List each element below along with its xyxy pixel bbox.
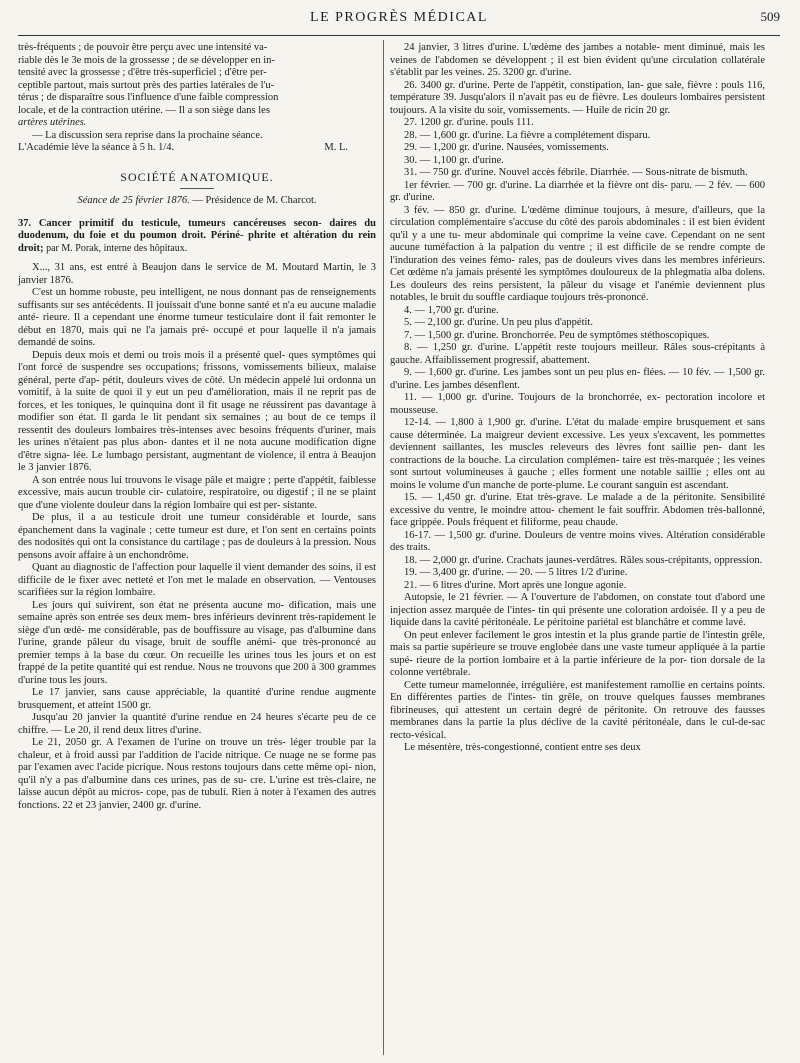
paragraph: 11. — 1,000 gr. d'urine. Toujours de la bronchorrée, ex- pectoration incolore et mousseuse. [390,392,765,416]
paragraph: Autopsie, le 21 février. — A l'ouverture de l'abdomen, on constate tout d'abord une injection assez marquée de l'intes- tin qui présente une coloration ardoisée. Il y a peu de liquide dans la cavité péritonéale. Le péritoine pariétal est blanchâtre et comme lavé. [390,592,765,628]
adjourn-text: L'Académie lève la séance à 5 h. 1/4. [18,142,175,153]
society-title: SOCIÉTÉ ANATOMIQUE. [18,171,376,190]
paragraph: 21. — 6 litres d'urine. Mort après une longue agonie. [404,579,627,591]
case-heading [18,218,376,256]
paragraph: 26. 3400 gr. d'urine. Perte de l'appétit, constipation, lan- gue sale, fièvre : pouls 116, température 39. Jusqu'alors il n'avait pas eu de fièvre. Les douleurs lombaires persistent toujours. A la visite du soir, vomissements. — Huile de ricin 20 gr. [390,79,765,116]
text-line: artères utérines. [18,117,87,128]
text-line: tensité avec la grossesse ; d'être très-superficiel ; d'être per- [18,67,267,78]
paragraph: 28. — 1,600 gr. d'urine. La fièvre a complétement disparu. [404,129,651,141]
paragraph: 8. — 1,250 gr. d'urine. L'appétit reste toujours meilleur. Râles sous-crépitants à gauche. Affaiblissement progressif, abattement. [390,342,765,366]
seance-line [18,195,376,208]
paragraph: 15. — 1,450 gr. d'urine. Etat très-grave. Le malade a de la péritonite. Sensibilité excessive du ventre, le moindre attou- chement le fait souffrir. Abdomen très-ballonné, face grippée. Pouls fréquent et filiforme, peau chaude. [390,492,765,528]
paragraph: X..., 31 ans, est entré à Beaujon dans le service de M. Moutard Martin, le 3 janvier 1876. [18,262,376,286]
seance-presidency: — Présidence de M. Charcot. [192,195,317,206]
paragraph: Depuis deux mois et demi ou trois mois il a présenté quel- ques symptômes qui l'ont forcé de suspendre ses occupations; frissons, vomissements bilieux, malaise général, perte d'ap- pétit, douleurs vives de côté. Un médecin appelé lui ordonna un vomitif, à la suite de quoi il y eut un peu d'amélioration, mais il ne reprit pas de forces, et les toniques, le quinquina dont il fit usage ne réussirent pas davantage à modifier son état. Il garda le lit pendant six semaines ; au bout de ce temps il ressentit des douleurs lombaires très-intenses avec besoins fréquents d'uriner, mais les urines n'étaient pas plus abon- dantes et il ne nota aucune modification digne d'être signa- lée. Le lumbago persistant, augmentant de violence, il entra à Beaujon le 3 janvier 1876. [18,349,376,473]
paragraph: 24 janvier, 3 litres d'urine. L'œdème des jambes a notable- ment diminué, mais les veines de l'abdomen se développent ; il est bien évident qu'une circulation collatérale s'établit par les veines. 25. 3200 gr. d'urine. [390,42,765,78]
page-number: 509 [760,9,780,24]
paragraph: 27. 1200 gr. d'urine. pouls 111. [404,117,534,128]
paragraph: 5. — 2,100 gr. d'urine. Un peu plus d'appétit. [404,317,593,328]
adjourn-signature: M. L. [324,142,348,153]
right-column [390,42,765,755]
paragraph: 16-17. — 1,500 gr. d'urine. Douleurs de ventre moins vives. Altération considérable des traits. [390,529,765,553]
paragraph: Jusqu'au 20 janvier la quantité d'urine rendue en 24 heures s'écarte peu de ce chiffre. — Le 20, il rend deux litres d'urine. [18,712,376,736]
journal-title: LE PROGRÈS MÉDICAL [310,10,488,25]
case-author: par M. Porak, interne des hôpitaux. [46,242,188,254]
text-line: térus ; de disparaître sous l'influence d'une faible compression [18,92,279,103]
paragraph: 9. — 1,600 gr. d'urine. Les jambes sont un peu plus en- flées. — 10 fév. — 1,500 gr. d'urine. Les jambes désenflent. [390,367,765,391]
paragraph: Le mésentère, très-congestionné, contient entre ses deux [404,742,641,753]
continuation-text [18,42,376,130]
text-line: riable dès le 3e mois de la grossesse ; de se développer en in- [18,54,275,66]
paragraph: 19. — 3,400 gr. d'urine. — 20. — 5 litres 1/2 d'urine. [404,567,628,578]
paragraph: Cette tumeur mamelonnée, irrégulière, est manifestement ramollie en certains points. En différentes parties de l'intes- tin grêle, on trouve quelques fausses membranes fibrineuses, qui attestent un certain degré de péritonite. On retrouve des fausses membranes dans la partie la plus déclive de la cavité péritonéale, dans le cul-de-sac recto-vésical. [390,679,765,741]
paragraph: C'est un homme robuste, peu intelligent, ne nous donnant pas de renseignements suffisants sur ses antécédents. Il jouissait d'une bonne santé et n'a eu aucune maladie anté- rieure. Il a cependant une énorme tumeur testiculaire dont il fait remonter le début en 1870, mais qui ne l'a jamais pré- occupé et pour laquelle il n'a jamais demandé de soins. [18,287,376,348]
seance-date: Séance de 25 février 1876. [77,195,190,206]
paragraph: 31. — 750 gr. d'urine. Nouvel accès fébrile. Diarrhée. — Sous-nitrate de bismuth. [404,167,748,178]
paragraph: 29. — 1,200 gr. d'urine. Nausées, vomissements. [404,142,609,153]
paragraph: 30. — 1,100 gr. d'urine. [404,154,504,166]
text-line: ceptible partout, mais surtout près des parties latérales de l'u- [18,79,275,91]
paragraph: 7. — 1,500 gr. d'urine. Bronchorrée. Peu de symptômes stéthoscopiques. [404,329,710,341]
page-header [18,9,780,36]
paragraph: On peut enlever facilement le gros intestin et la plus grande partie de l'intestin grêle, mais sa partie supérieure se trouve englobée dans une vaste tumeur appliquée à la partie supé- rieure de la portion lombaire et à la partie inférieure de la por- tion dorsale de la colonne vertébrale. [390,629,765,678]
paragraph: 18. — 2,000 gr. d'urine. Crachats jaunes-verdâtres. Râles sous-crépitants, oppression. [404,554,763,566]
column-divider [383,40,384,1055]
left-column [18,42,376,812]
paragraph: 3 fév. — 850 gr. d'urine. L'œdème diminue toujours, à mesure, d'ailleurs, que la circulation complémentaire s'accuse du côté des parois abdominales : il est bien évident qu'il y a une tu- meur abdominale qui comprime la veine cave. Cependant on ne sent aucune tuméfaction à la palpation du ventre ; il est difficile de se rendre compte de l'induration des veines fémo- rales, pas de douleurs vives dans les membres inférieurs. Cet œdème n'a jamais présenté les symptômes douloureux de la phlegmatia alba dolens. Les douleurs des reins persistent, la pâleur du visage et l'anémie deviennent plus notables, le bruit du souffle cardiaque toujours très-prononcé. [390,204,765,303]
text-line: très-fréquents ; de pouvoir être perçu avec une intensité va- [18,42,268,53]
closing-line: — La discussion sera reprise dans la prochaine séance. [32,129,263,141]
case-title: 37. Cancer primitif du testicule, tumeurs cancéreuses secon- daires du duodenum, du foie et du poumon droit. Périné- phrite et altération du rein droit; [18,217,376,254]
adjourn-line [18,142,376,155]
paragraph: Le 17 janvier, sans cause appréciable, la quantité d'urine rendue augmente brusquement, et atteint 1500 gr. [18,687,376,711]
paragraph: Les jours qui suivirent, son état ne présenta aucune mo- dification, mais une semaine après son entrée ses deux mem- bres inférieurs devinrent très-rapidement le siège d'un œdè- me considérable, pas de bouffissure au visage, pas d'albumine dans l'urine, grande pâleur du visage, bruit de souffle anémi- que très-prononcé au premier temps à la base du cœur. On recueille les urines tous les jours et on est frappé de la petite quantité qui est rendue. Nous ne trouvons que 200 à 300 grammes d'urine tous les jours. [18,599,376,686]
paragraph: A son entrée nous lui trouvons le visage pâle et maigre ; perte d'appétit, faiblesse excessive, mais aucun trouble cir- culatoire, respiratoire, ou digestif ; il ne se plaint que d'une violente douleur dans la région lombaire qui est per- sistante. [18,474,376,511]
paragraph: De plus, il a au testicule droit une tumeur considérable et lourde, sans épanchement dans la vaginale ; cette tumeur est dure, et l'on sent en certains points des nodosités qui ont la consistance du cartilage ; pas de douleurs à la pression. Nous pensons avoir affaire à un enchondrôme. [18,512,376,561]
text-line: locale, et de la contraction utérine. — Il a son siège dans les [18,104,270,116]
paragraph: 4. — 1,700 gr. d'urine. [404,304,499,316]
paragraph: Le 21, 2050 gr. A l'examen de l'urine on trouve un très- léger trouble par la chaleur, et à froid aussi par l'addition de l'acide nitrique. Ce nuage ne se forme pas par l'examen avec l'acide picrique. Nous restons toujours dans cette même opi- nion, qu'il n'y a pas d'albumine dans ces urines, pas de su- cre. L'urine est très-claire, ne laisse aucun dépôt au micros- cope, pas de tubuli. Rien à noter à l'examen des autres fonctions. 22 et 23 janvier, 2400 gr. d'urine. [18,737,376,811]
paragraph: 1er février. — 700 gr. d'urine. La diarrhée et la fièvre ont dis- paru. — 2 fév. — 600 gr. d'urine. [390,179,765,203]
paragraph: Quant au diagnostic de l'affection pour laquelle il vient demander des soins, il est difficile de le fixer avec netteté et l'on met le malade en observation. — Ventouses scarifiées sur la région lombaire. [18,562,376,598]
paragraph: 12-14. — 1,800 à 1,900 gr. d'urine. L'état du malade empire brusquement et sans cause déterminée. La maigreur devient excessive. Les yeux s'excavent, les pommettes deviennent saillantes, les muscles releveurs des lèvres font saillie pen- dant les contractions de la bouche. La circulation complémen- taire est très-marquée ; les veines sont surtout volumineuses à gauche ; elles forment une notable saillie ; elles ont au moins le volume d'un manche de porte-plume. Le courant sanguin est ascendant. [390,417,765,491]
